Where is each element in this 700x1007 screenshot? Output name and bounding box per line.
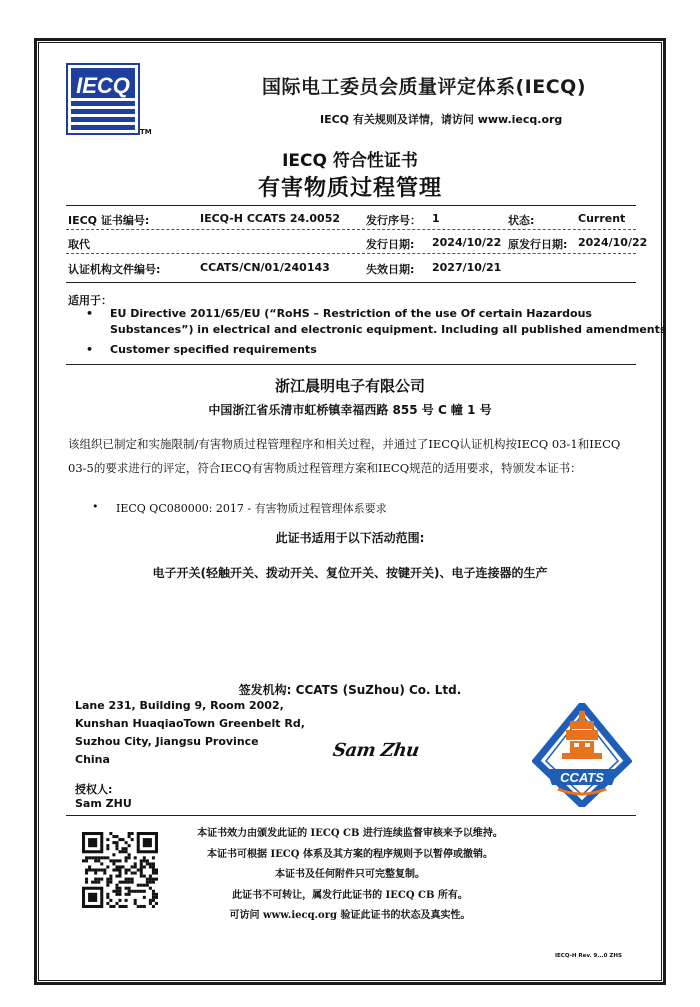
replaces-label: 取代: [68, 238, 90, 251]
applies-heading: 适用于：: [68, 294, 112, 307]
row-divider: [66, 229, 636, 230]
trademark: TM: [140, 128, 152, 136]
form-revision: IECQ-H Rev. 9...0 ZHS: [555, 953, 622, 959]
bullet-icon: •: [92, 500, 99, 513]
issuer-address-line: Kunshan HuaqiaoTown Greenbelt Rd,: [75, 717, 305, 730]
issuer-address: [75, 697, 305, 769]
validity-note: 本证书效力由颁发此证的 IECQ CB 进行连续监督审核来予以维持。: [197, 828, 503, 839]
org-title: 国际电工委员会质量评定体系(IECQ): [262, 76, 587, 98]
issue-date-label: 发行日期:: [366, 238, 415, 251]
status-value: Current: [578, 212, 626, 225]
authorized-name: Sam ZHU: [75, 797, 132, 810]
cb-file-label: 认证机构文件编号:: [68, 263, 161, 276]
cert-no-label: IECQ 证书编号:: [68, 214, 150, 227]
certificate-title: IECQ 符合性证书: [282, 151, 418, 171]
applies-item-line: Customer specified requirements: [110, 343, 317, 356]
body-paragraph: 该组织已制定和实施限制/有害物质过程管理程序和相关过程，并通过了IECQ认证机构按IECQ 03-1和IECQ 03-5的要求进行的评定，符合IECQ有害物质过程管理方案和IECQ规范的适用要求，特颁发本证书：: [68, 437, 621, 475]
original-date-value: 2024/10/22: [578, 236, 648, 249]
applies-item-line: Substances”) in electrical and electronic equipment. Including all published amendments: [110, 323, 667, 336]
bullet-icon: •: [86, 343, 94, 356]
issuer-address-line: Suzhou City, Jiangsu Province: [75, 735, 259, 748]
issue-no-label: 发行序号：: [366, 214, 421, 227]
status-label: 状态:: [508, 214, 535, 227]
issue-date-value: 2024/10/22: [432, 236, 502, 249]
row-divider: [66, 253, 636, 254]
validity-note: 此证书不可转让，属发行此证书的 IECQ CB 所有。: [232, 889, 468, 901]
standard: IECQ QC080000: 2017 - 有害物质过程管理体系要求: [116, 502, 387, 515]
validity-note: 本证书及任何附件只可完整复制。: [275, 869, 425, 880]
issuer-label: 签发机构: CCATS (SuZhou) Co. Ltd.: [238, 683, 462, 697]
cert-no-value: IECQ-H CCATS 24.0052: [200, 212, 340, 225]
expiry-label: 失效日期:: [366, 263, 415, 276]
company-address: 中国浙江省乐清市虹桥镇幸福西路 855 号 C 幢 1 号: [208, 403, 492, 417]
issue-no-value: 1: [432, 212, 440, 225]
org-subtitle: IECQ 有关规则及详情，请访问 www.iecq.org: [320, 113, 563, 126]
validity-note: 本证书可根据 IECQ 体系及其方案的程序规则予以暂停或撤销。: [207, 848, 493, 860]
divider: [66, 815, 636, 816]
original-date-label: 原发行日期:: [508, 238, 568, 251]
issuer-address-line: Lane 231, Building 9, Room 2002,: [75, 699, 284, 712]
signature: Sam Zhu: [331, 740, 421, 761]
scope-title: 此证书适用于以下活动范围:: [275, 531, 425, 545]
iecq-logo-text: IECQ: [76, 73, 130, 98]
issuer-address-line: China: [75, 753, 110, 766]
bullet-icon: •: [86, 307, 94, 320]
divider: [66, 282, 636, 283]
company-name: 浙江晨明电子有限公司: [274, 377, 425, 395]
expiry-value: 2027/10/21: [432, 261, 502, 274]
qr-code: [82, 832, 158, 908]
applies-item-line: EU Directive 2011/65/EU (“RoHS – Restriction of the use Of certain Hazardous: [110, 307, 592, 320]
certificate-scheme: 有害物质过程管理: [257, 176, 442, 201]
divider: [66, 364, 636, 365]
validity-note: 可访问 www.iecq.org 验证此证书的状态及真实性。: [229, 910, 471, 921]
activity-scope: 电子开关(轻触开关、拨动开关、复位开关、按键开关)、电子连接器的生产: [152, 566, 548, 580]
iecq-logo: [66, 63, 140, 135]
applies-item: [86, 306, 667, 338]
ccats-logo: [532, 703, 632, 807]
ccats-logo-text: CCATS: [560, 770, 604, 785]
cb-file-value: CCATS/CN/01/240143: [200, 261, 330, 274]
applies-item: [86, 342, 317, 358]
authorized-label: 授权人:: [75, 783, 113, 796]
divider: [66, 205, 636, 206]
validity-notes: [170, 824, 530, 927]
